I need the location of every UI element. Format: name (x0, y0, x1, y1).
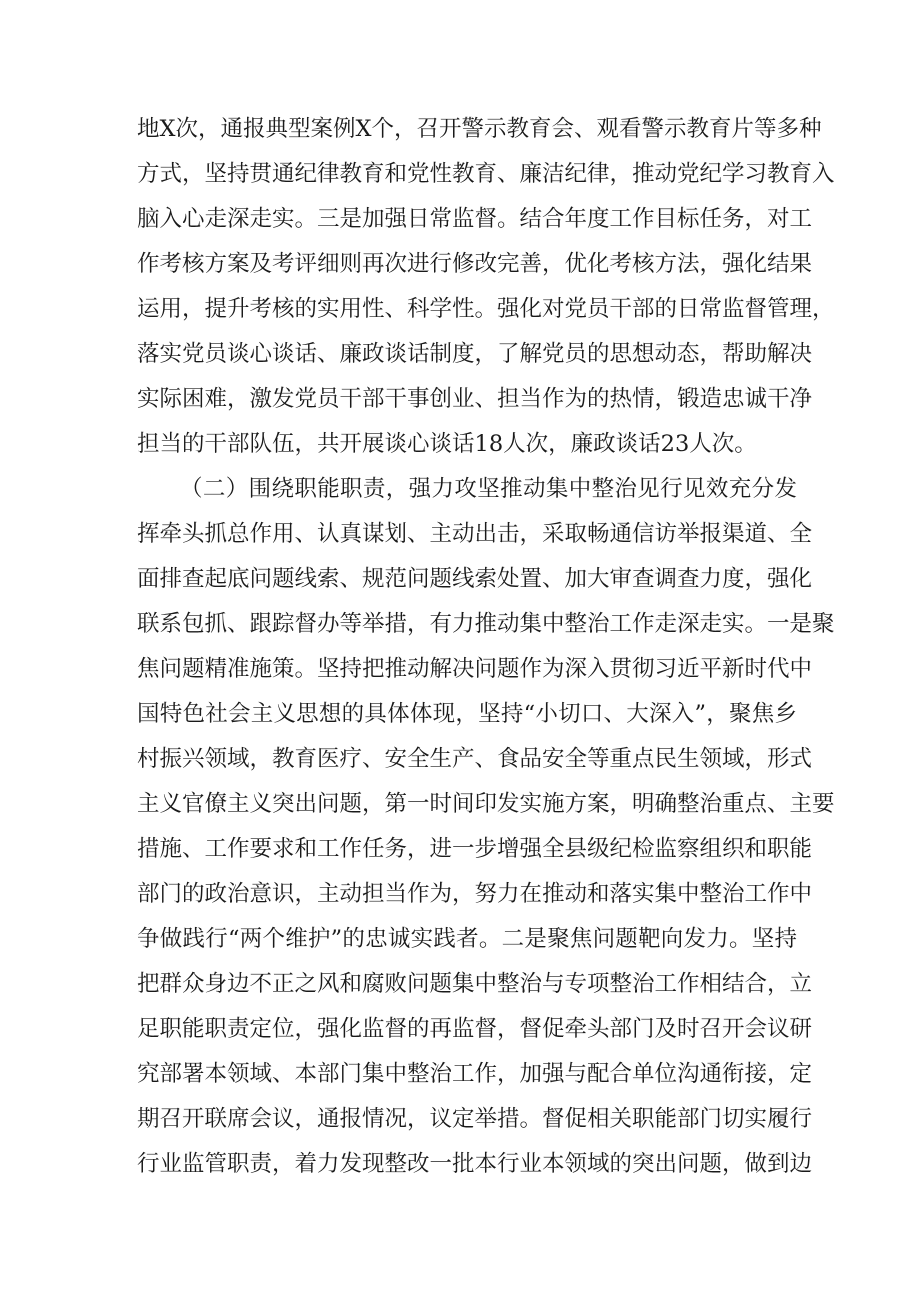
text-line: 究部署本领域、本部门集中整治工作，加强与配合单位沟通衔接，定 (137, 1061, 813, 1087)
text-line: 地X次，通报典型案例X个，召开警示教育会、观看警示教育片等多种 (137, 116, 822, 142)
text-line: 脑入心走深走实。三是加强日常监督。结合年度工作目标任务，对工 (137, 206, 813, 232)
text-line: 国特色社会主义思想的具体体现，坚持“小切口、大深入”，聚焦乡 (137, 701, 797, 727)
text-line: 挥牵头抓总作用、认真谋划、主动出击，采取畅通信访举报渠道、全 (137, 521, 813, 547)
text-line: 担当的干部队伍，共开展谈心谈话18人次，廉政谈话23人次。 (137, 431, 757, 457)
text-line: 村振兴领域，教育医疗、安全生产、食品安全等重点民生领域，形式 (137, 746, 813, 772)
text-line: 足职能职责定位，强化监督的再监督，督促牵头部门及时召开会议研 (137, 1016, 813, 1042)
text-line: 主义官僚主义突出问题，第一时间印发实施方案，明确整治重点、主要 (137, 791, 835, 817)
text-line: 部门的政治意识，主动担当作为，努力在推动和落实集中整治工作中 (137, 881, 813, 907)
text-line: 焦问题精准施策。坚持把推动解决问题作为深入贯彻习近平新时代中 (137, 656, 813, 682)
text-line: 期召开联席会议，通报情况，议定举措。督促相关职能部门切实履行 (137, 1106, 813, 1132)
text-line: 把群众身边不正之风和腐败问题集中整治与专项整治工作相结合，立 (137, 971, 813, 997)
text-line: 实际困难，激发党员干部干事创业、担当作为的热情，锻造忠诚干净 (137, 386, 813, 412)
text-line: 措施、工作要求和工作任务，进一步增强全县级纪检监察组织和职能 (137, 836, 813, 862)
text-line: 方式，坚持贯通纪律教育和党性教育、廉洁纪律，推动党纪学习教育入 (137, 161, 835, 187)
text-line: 行业监管职责，着力发现整改一批本行业本领域的突出问题，做到边 (137, 1151, 813, 1177)
section-heading-line: （二）围绕职能职责，强力攻坚推动集中整治见行见效充分发 (180, 476, 797, 502)
text-line: 联系包抓、跟踪督办等举措，有力推动集中整治工作走深走实。一是聚 (137, 611, 835, 637)
text-line: 争做践行“两个维护”的忠诚实践者。二是聚焦问题靶向发力。坚持 (137, 926, 797, 952)
text-line: 运用，提升考核的实用性、科学性。强化对党员干部的日常监督管理， (137, 296, 835, 322)
text-line: 作考核方案及考评细则再次进行修改完善，优化考核方法，强化结果 (137, 251, 813, 277)
text-line: 落实党员谈心谈话、廉政谈话制度，了解党员的思想动态，帮助解决 (137, 341, 813, 367)
text-line: 面排查起底问题线索、规范问题线索处置、加大审查调查力度，强化 (137, 566, 813, 592)
